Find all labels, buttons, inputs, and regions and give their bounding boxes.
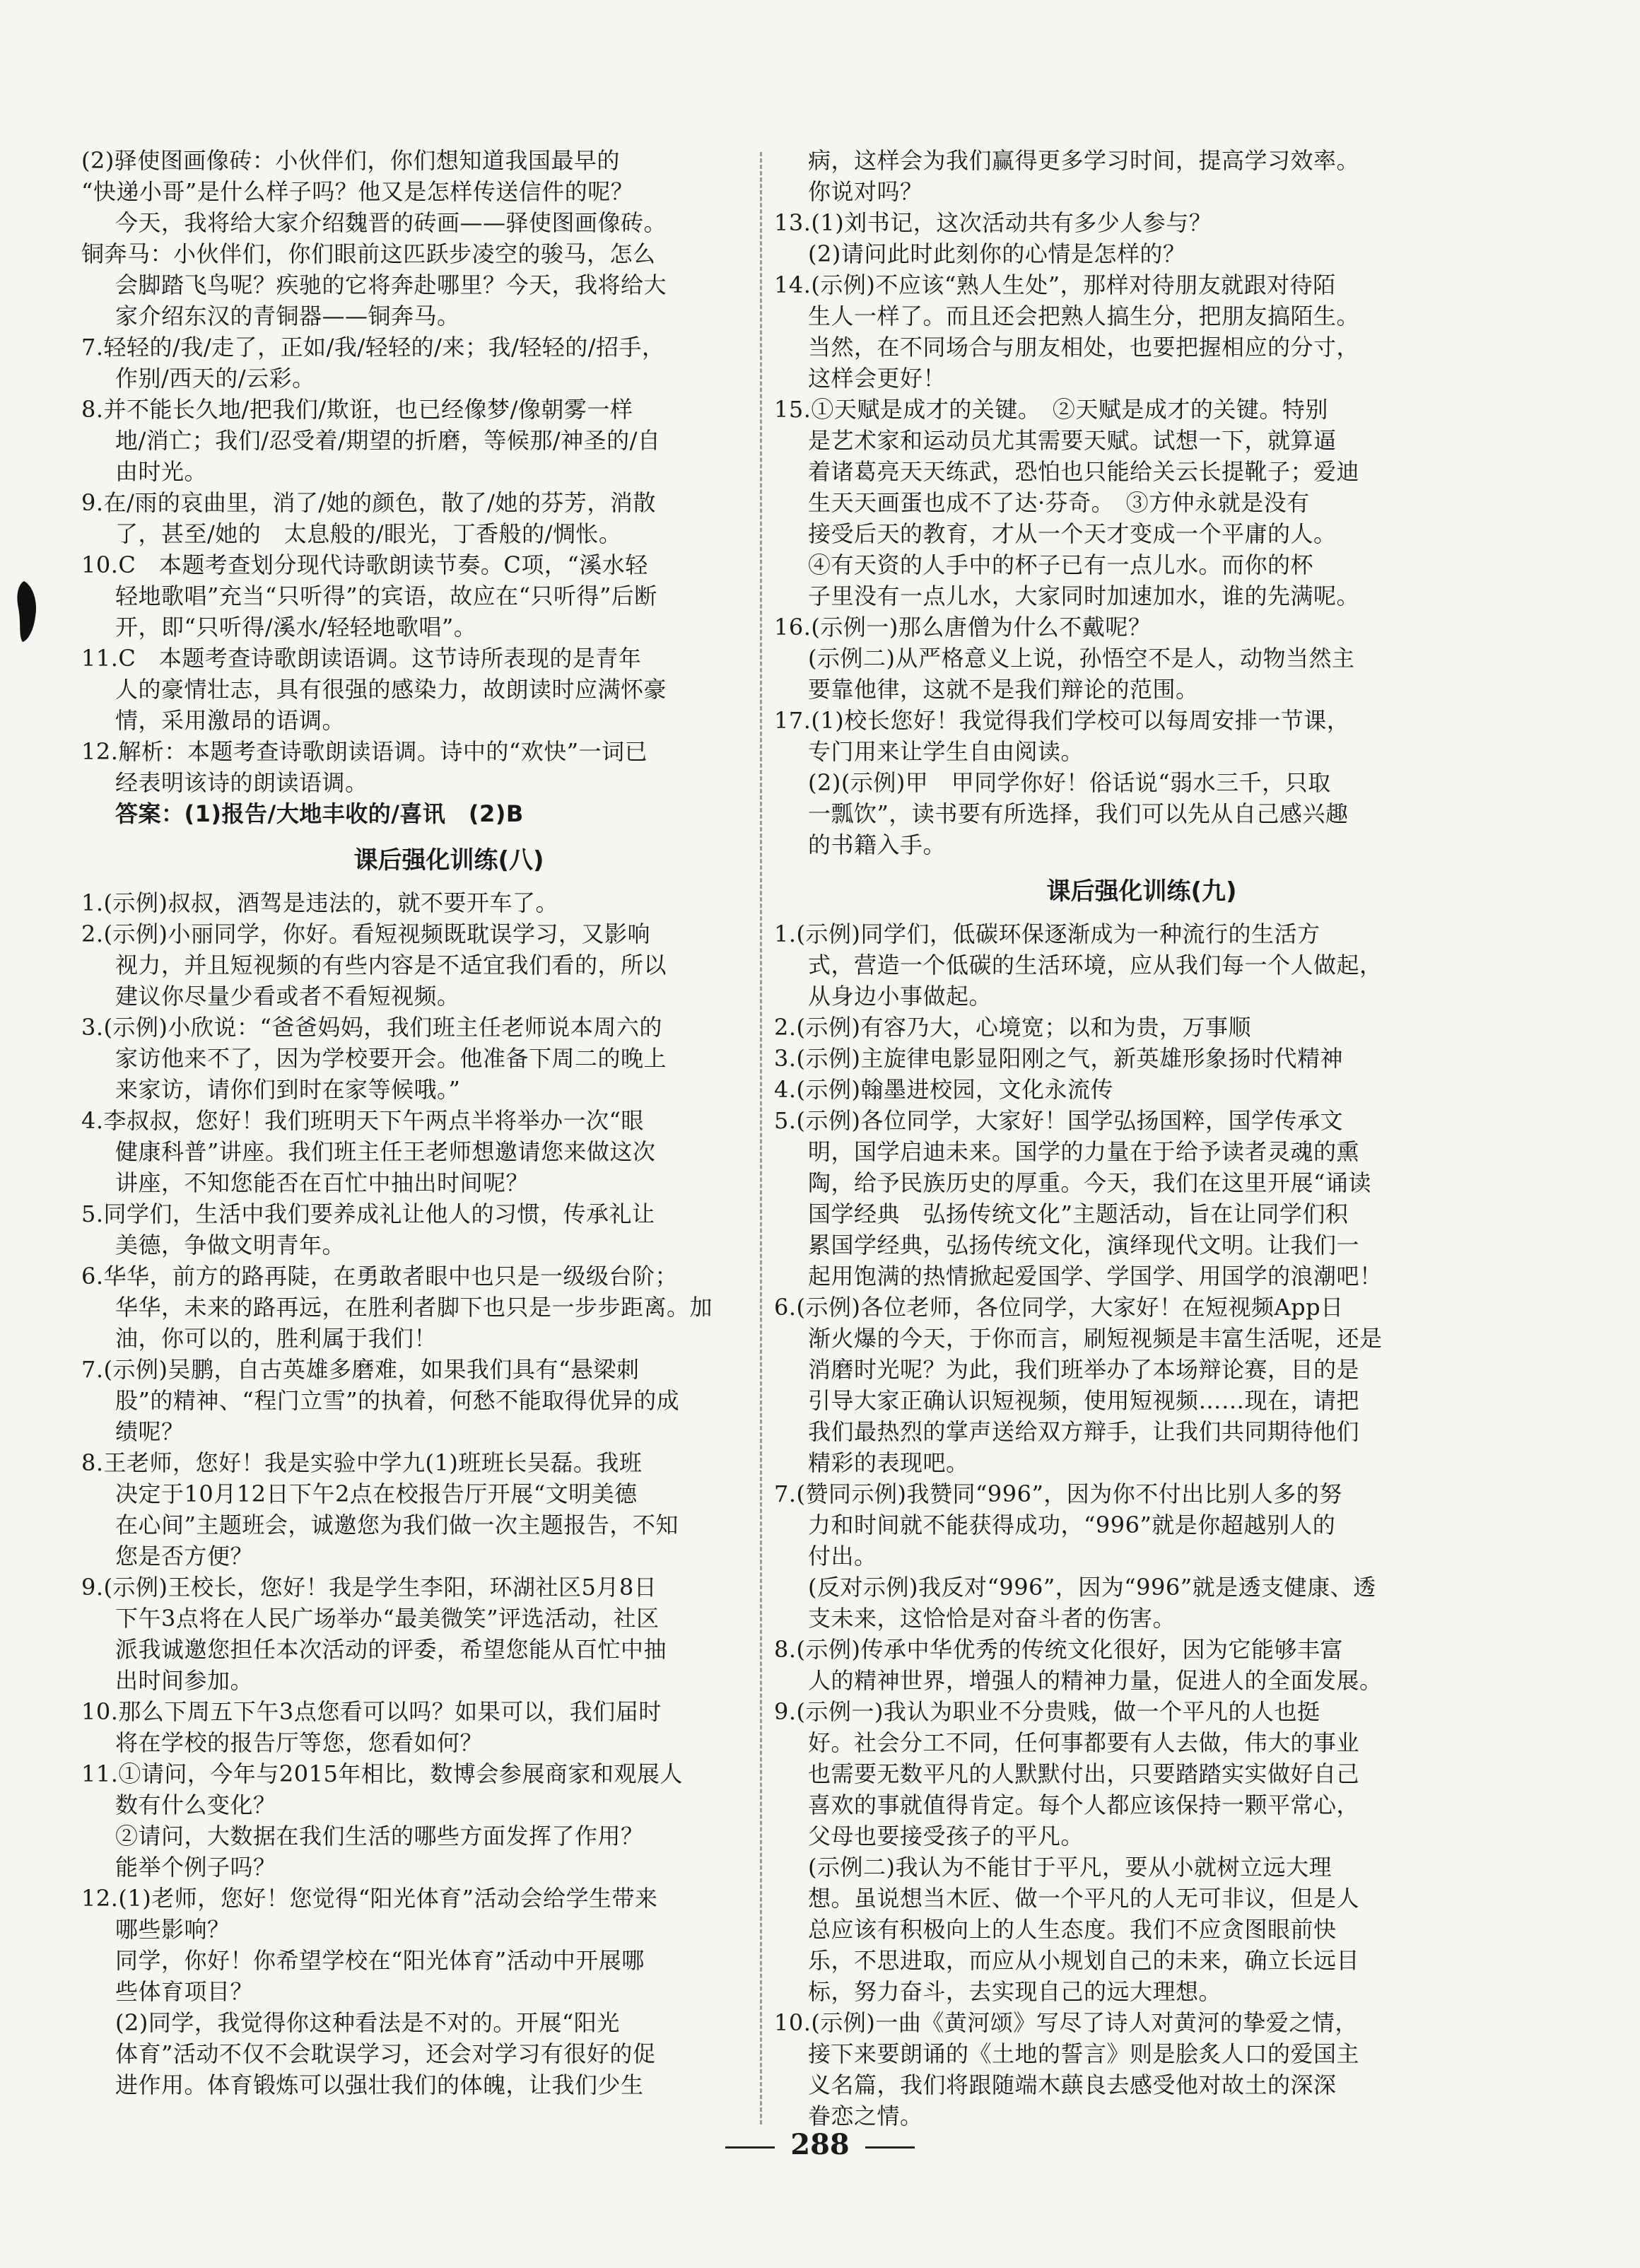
text-line: 开，即“只听得/溪水/轻轻地歌唱”。 bbox=[115, 614, 477, 641]
text-line: 起用饱满的热情掀起爱国学、学国学、用国学的浪潮吧！ bbox=[808, 1263, 1383, 1290]
text-line: 出时间参加。 bbox=[115, 1667, 254, 1694]
text-line: 同学，你好！你希望学校在“阳光体育”活动中开展哪 bbox=[115, 1947, 645, 1974]
text-line: 14.(示例)不应该“熟人生处”，那样对待朋友就跟对待陌 bbox=[774, 271, 1336, 298]
text-line: 我们最热烈的掌声送给双方辩手，让我们共同期待他们 bbox=[808, 1418, 1360, 1445]
text-line: 标，努力奋斗，去实现自己的远大理想。 bbox=[808, 1978, 1222, 2005]
text-line: (2)请问此时此刻你的心情是怎样的？ bbox=[808, 240, 1186, 267]
text-line: 接受后天的教育，才从一个天才变成一个平庸的人。 bbox=[808, 520, 1337, 547]
text-line: “快递小哥”是什么样子吗？他又是怎样传送信件的呢？ bbox=[81, 178, 634, 205]
text-line: 决定于10月12日下午2点在校报告厅开展“文明美德 bbox=[115, 1480, 638, 1507]
footer-dash-left bbox=[725, 2146, 775, 2149]
section-title-9: 课后强化训练(九) bbox=[1046, 877, 1237, 906]
text-line: 数有什么变化？ bbox=[115, 1791, 276, 1818]
text-line: 7.轻轻的/我/走了，正如/我/轻轻的/来；我/轻轻的/招手， bbox=[81, 334, 665, 361]
text-line: 来家访，请你们到时在家等候哦。” bbox=[115, 1076, 461, 1103]
text-line: 3.(示例)主旋律电影显阳刚之气，新英雄形象扬时代精神 bbox=[774, 1045, 1344, 1072]
text-line: 1.(示例)叔叔，酒驾是违法的，就不要开车了。 bbox=[81, 889, 559, 916]
text-line: 4.(示例)翰墨进校园，文化永流传 bbox=[774, 1076, 1114, 1103]
text-line: 1.(示例)同学们，低碳环保逐渐成为一种流行的生活方 bbox=[774, 920, 1320, 947]
text-line: 视力，并且短视频的有些内容是不适宜我们看的，所以 bbox=[115, 952, 667, 978]
text-line: 喜欢的事就值得肯定。每个人都应该保持一颗平常心， bbox=[808, 1791, 1360, 1818]
text-line: 病，这样会为我们赢得更多学习时间，提高学习效率。 bbox=[808, 147, 1360, 174]
ink-smudge bbox=[14, 580, 41, 643]
page-footer bbox=[0, 2128, 1640, 2161]
text-line: 作别/西天的/云彩。 bbox=[115, 365, 315, 392]
text-line: 这样会更好！ bbox=[808, 365, 947, 392]
text-line: 付出。 bbox=[808, 1543, 877, 1570]
text-line: 人的精神世界，增强人的精神力量，促进人的全面发展。 bbox=[808, 1667, 1383, 1694]
text-line: 4.李叔叔，您好！我们班明天下午两点半将举办一次“眼 bbox=[81, 1107, 644, 1134]
text-line: 国学经典 弘扬传统文化”主题活动，旨在让同学们积 bbox=[808, 1200, 1349, 1227]
right-answers-part1 bbox=[774, 145, 1509, 860]
text-line: 生天天画蛋也成不了达·芬奇。 ③方仲永就是没有 bbox=[808, 489, 1310, 516]
text-line: 体育”活动不仅不会耽误学习，还会对学习有很好的促 bbox=[115, 2040, 656, 2067]
text-line: 8.(示例)传承中华优秀的传统文化很好，因为它能够丰富 bbox=[774, 1636, 1344, 1663]
text-line: 能举个例子吗？ bbox=[115, 1854, 276, 1881]
text-line: (示例二)从严格意义上说，孙悟空不是人，动物当然主 bbox=[808, 645, 1355, 672]
text-line: 股”的精神、“程门立雪”的执着，何愁不能取得优异的成 bbox=[115, 1387, 680, 1414]
text-line: 着诸葛亮天天练武，恐怕也只能给关云长提靴子；爱迪 bbox=[808, 458, 1360, 485]
text-line: 父母也要接受孩子的平凡。 bbox=[808, 1823, 1084, 1849]
text-line: 乐，不思进取，而应从小规划自己的未来，确立长远目 bbox=[808, 1947, 1360, 1974]
text-line: (2)(示例)甲 甲同学你好！俗话说“弱水三千，只取 bbox=[808, 769, 1331, 796]
text-line: 专门用来让学生自由阅读。 bbox=[808, 738, 1084, 765]
text-line: 10.C 本题考查划分现代诗歌朗读节奏。C项，“溪水轻 bbox=[81, 551, 648, 578]
text-line: 7.(示例)吴鹏，自古英雄多磨难，如果我们具有“悬梁刺 bbox=[81, 1356, 640, 1383]
text-line: 累国学经典，弘扬传统文化，演绎现代文明。让我们一 bbox=[808, 1232, 1360, 1258]
text-line: 一瓢饮”，读书要有所选择，我们可以先从自己感兴趣 bbox=[808, 800, 1349, 827]
text-line: 好。社会分工不同，任何事都要有人去做，伟大的事业 bbox=[808, 1729, 1360, 1756]
text-line: 从身边小事做起。 bbox=[808, 983, 992, 1010]
text-line: 哪些影响？ bbox=[115, 1916, 230, 1943]
text-line: 6.华华，前方的路再陡，在勇敢者眼中也只是一级级台阶； bbox=[81, 1263, 679, 1290]
text-line: 经表明该诗的朗读语调。 bbox=[115, 769, 368, 796]
page-number: 288 bbox=[790, 2128, 850, 2161]
text-line: 在心间”主题班会，诚邀您为我们做一次主题报告，不知 bbox=[115, 1512, 679, 1538]
text-line: 人的豪情壮志，具有很强的感染力，故朗读时应满怀豪 bbox=[115, 676, 667, 703]
answer-line: 答案：(1)报告/大地丰收的/喜讯 (2)B bbox=[115, 800, 524, 827]
text-line: ②请问，大数据在我们生活的哪些方面发挥了作用？ bbox=[115, 1823, 644, 1849]
text-line: 2.(示例)有容乃大，心境宽；以和为贵，万事顺 bbox=[774, 1014, 1252, 1041]
footer-dash-right bbox=[865, 2146, 915, 2149]
text-line: 眷恋之情。 bbox=[808, 2103, 923, 2129]
text-line: 义名篇，我们将跟随端木蕻良去感受他对故土的深深 bbox=[808, 2071, 1337, 2098]
text-line: 轻地歌唱”充当“只听得”的宾语，故应在“只听得”后断 bbox=[115, 583, 657, 609]
text-line: 引导大家正确认识短视频，使用短视频……现在，请把 bbox=[808, 1387, 1360, 1414]
text-line: 地/消亡；我们/忍受着/期望的折磨，等候那/神圣的/自 bbox=[115, 427, 661, 454]
text-line: 7.(赞同示例)我赞同“996”，因为你不付出比别人多的努 bbox=[774, 1480, 1342, 1507]
text-line: 10.(示例)一曲《黄河颂》写尽了诗人对黄河的挚爱之情， bbox=[774, 2009, 1358, 2036]
text-line: 下午3点将在人民广场举办“最美微笑”评选活动，社区 bbox=[115, 1605, 660, 1632]
text-line: 式，营造一个低碳的生活环境，应从我们每一个人做起， bbox=[808, 952, 1383, 978]
text-line: 8.王老师，您好！我是实验中学九(1)班班长吴磊。我班 bbox=[81, 1449, 643, 1476]
text-line: 9.(示例一)我认为职业不分贵贱，做一个平凡的人也挺 bbox=[774, 1698, 1320, 1725]
text-line: 由时光。 bbox=[115, 458, 208, 485]
text-line: ④有天资的人手中的杯子已有一点儿水。而你的杯 bbox=[808, 551, 1314, 578]
text-line: 也需要无数平凡的人默默付出，只要踏踏实实做好自己 bbox=[808, 1760, 1360, 1787]
text-line: 明，国学启迪未来。国学的力量在于给予读者灵魂的熏 bbox=[808, 1138, 1360, 1165]
text-line: 15.①天赋是成才的关键。 ②天赋是成才的关键。特别 bbox=[774, 396, 1328, 423]
text-line: 建议你尽量少看或者不看短视频。 bbox=[115, 983, 460, 1010]
text-line: 精彩的表现吧。 bbox=[808, 1449, 969, 1476]
left-answers-part2 bbox=[81, 887, 816, 2100]
text-line: 子里没有一点儿水，大家同时加速加水，谁的先满呢。 bbox=[808, 583, 1360, 609]
text-line: 当然，在不同场合与朋友相处，也要把握相应的分寸， bbox=[808, 334, 1360, 361]
text-line: 讲座，不知您能否在百忙中抽出时间呢？ bbox=[115, 1169, 529, 1196]
text-line: 9.在/雨的哀曲里，消了/她的颜色，散了/她的芬芳，消散 bbox=[81, 489, 656, 516]
text-line: 总应该有积极向上的人生态度。我们不应贪图眼前快 bbox=[808, 1916, 1337, 1943]
text-line: 些体育项目？ bbox=[115, 1978, 254, 2005]
text-line: 您是否方便？ bbox=[115, 1543, 254, 1570]
text-line: 想。虽说想当木匠、做一个平凡的人无可非议，但是人 bbox=[808, 1885, 1360, 1912]
text-line: 健康科普”讲座。我们班主任王老师想邀请您来做这次 bbox=[115, 1138, 656, 1165]
left-answers-part1 bbox=[81, 145, 816, 798]
text-line: 铜奔马：小伙伴们，你们眼前这匹跃步凌空的骏马，怎么 bbox=[81, 240, 656, 267]
text-line: 美德，争做文明青年。 bbox=[115, 1232, 346, 1258]
left-column bbox=[81, 145, 816, 2100]
text-line: 进作用。体育锻炼可以强壮我们的体魄，让我们少生 bbox=[115, 2071, 644, 2098]
text-line: 11.①请问，今年与2015年相比，数博会参展商家和观展人 bbox=[81, 1760, 683, 1787]
text-line: 今天，我将给大家介绍魏晋的砖画——驿使图画像砖。 bbox=[115, 209, 667, 236]
text-line: 了，甚至/她的 太息般的/眼光，丁香般的/惆怅。 bbox=[115, 520, 622, 547]
text-line: 13.(1)刘书记，这次活动共有多少人参与？ bbox=[774, 209, 1212, 236]
text-line: 会脚踏飞鸟呢？疾驰的它将奔赴哪里？今天，我将给大 bbox=[115, 271, 667, 298]
text-line: 油，你可以的，胜利属于我们！ bbox=[115, 1325, 438, 1352]
text-line: 支未来，这恰恰是对奋斗者的伤害。 bbox=[808, 1605, 1176, 1632]
text-line: 3.(示例)小欣说：“爸爸妈妈，我们班主任老师说本周六的 bbox=[81, 1014, 662, 1041]
text-line: 绩呢？ bbox=[115, 1418, 184, 1445]
text-line: 消磨时光呢？为此，我们班举办了本场辩论赛，目的是 bbox=[808, 1356, 1360, 1383]
right-answers-part2 bbox=[774, 918, 1509, 2132]
text-line: 8.并不能长久地/把我们/欺诳，也已经像梦/像朝雾一样 bbox=[81, 396, 633, 423]
text-line: 家介绍东汉的青铜器——铜奔马。 bbox=[115, 303, 460, 329]
text-line: 渐火爆的今天，于你而言，刷短视频是丰富生活呢，还是 bbox=[808, 1325, 1383, 1352]
text-line: 11.C 本题考查诗歌朗读语调。这节诗所表现的是青年 bbox=[81, 645, 642, 672]
text-line: 16.(示例一)那么唐僧为什么不戴呢？ bbox=[774, 614, 1152, 641]
text-line: (2)同学，我觉得你这种看法是不对的。开展“阳光 bbox=[115, 2009, 620, 2036]
text-line: 要靠他律，这就不是我们辩论的范围。 bbox=[808, 676, 1199, 703]
text-line: 6.(示例)各位老师，各位同学，大家好！在短视频App日 bbox=[774, 1294, 1344, 1321]
text-line: 陶，给予民族历史的厚重。今天，我们在这里开展“诵读 bbox=[808, 1169, 1371, 1196]
text-line: (2)驿使图画像砖：小伙伴们，你们想知道我国最早的 bbox=[81, 147, 620, 174]
text-line: (反对示例)我反对“996”，因为“996”就是透支健康、透 bbox=[808, 1574, 1376, 1601]
text-line: 你说对吗？ bbox=[808, 178, 923, 205]
text-line: 力和时间就不能获得成功，“996”就是你超越别人的 bbox=[808, 1512, 1336, 1538]
text-line: 派我诚邀您担任本次活动的评委，希望您能从百忙中抽 bbox=[115, 1636, 667, 1663]
section-title-8: 课后强化训练(八) bbox=[353, 846, 544, 875]
text-line: 17.(1)校长您好！我觉得我们学校可以每周安排一节课， bbox=[774, 707, 1350, 734]
text-line: 生人一样了。而且还会把熟人搞生分，把朋友搞陌生。 bbox=[808, 303, 1360, 329]
text-line: 接下来要朗诵的《土地的誓言》则是脍炙人口的爱国主 bbox=[808, 2040, 1360, 2067]
text-line: (示例二)我认为不能甘于平凡，要从小就树立远大理 bbox=[808, 1854, 1332, 1881]
text-line: 12.解析：本题考查诗歌朗读语调。诗中的“欢快”一词已 bbox=[81, 738, 648, 765]
text-line: 12.(1)老师，您好！您觉得“阳光体育”活动会给学生带来 bbox=[81, 1885, 658, 1912]
text-line: 9.(示例)王校长，您好！我是学生李阳，环湖社区5月8日 bbox=[81, 1574, 657, 1601]
text-line: 2.(示例)小丽同学，你好。看短视频既耽误学习，又影响 bbox=[81, 920, 651, 947]
text-line: 10.那么下周五下午3点您看可以吗？如果可以，我们届时 bbox=[81, 1698, 662, 1725]
column-divider bbox=[760, 152, 762, 2124]
right-column bbox=[774, 145, 1509, 2132]
text-line: 5.(示例)各位同学，大家好！国学弘扬国粹，国学传承文 bbox=[774, 1107, 1344, 1134]
text-line: 将在学校的报告厅等您，您看如何？ bbox=[115, 1729, 484, 1756]
text-line: 的书籍入手。 bbox=[808, 831, 947, 858]
text-line: 5.同学们，生活中我们要养成礼让他人的习惯，传承礼让 bbox=[81, 1200, 655, 1227]
text-line: 是艺术家和运动员尤其需要天赋。试想一下，就算逼 bbox=[808, 427, 1337, 454]
text-line: 华华，未来的路再远，在胜利者脚下也只是一步步距离。加 bbox=[115, 1294, 713, 1321]
text-line: 家访他来不了，因为学校要开会。他准备下周二的晚上 bbox=[115, 1045, 667, 1072]
text-line: 情，采用激昂的语调。 bbox=[115, 707, 346, 734]
